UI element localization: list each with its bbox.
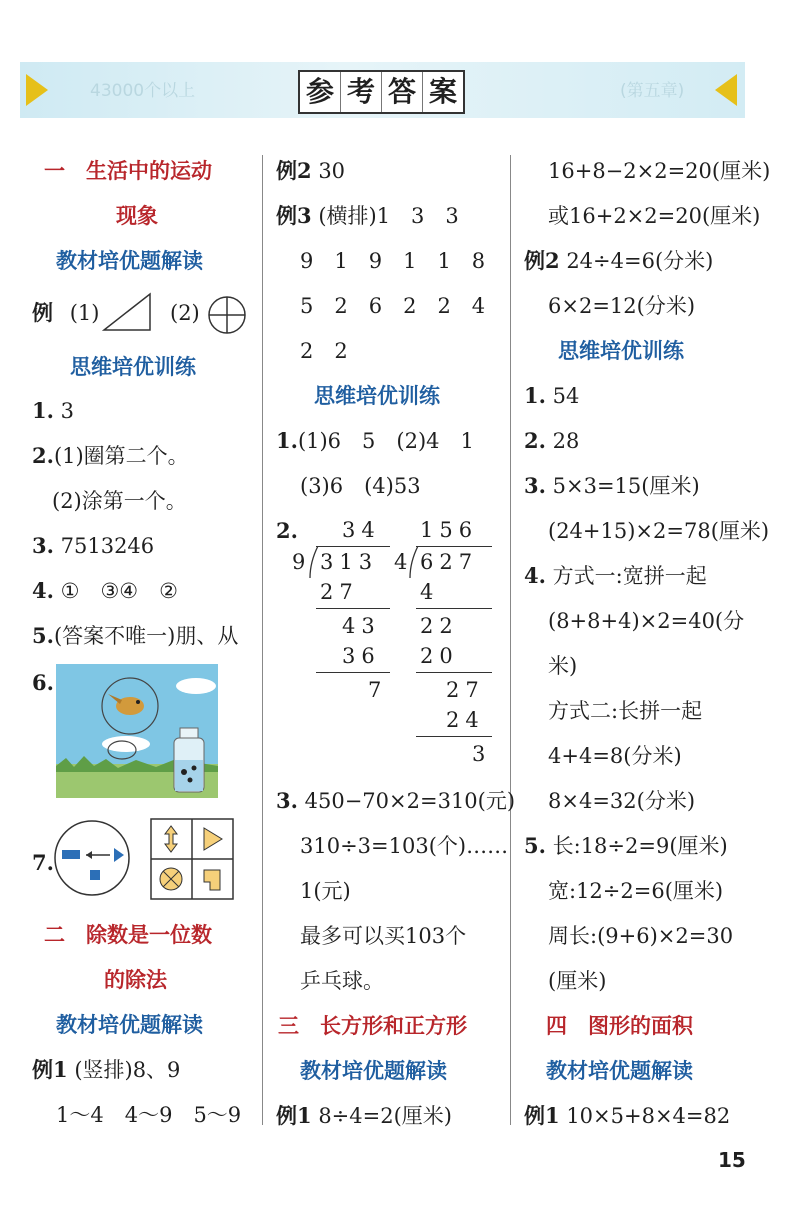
subtract-line: [416, 736, 492, 737]
page-number: 15: [718, 1148, 746, 1172]
faint-background-text: 43000个以上: [90, 81, 196, 101]
answer-number: 1.: [524, 383, 546, 408]
section-heading: 一 生活中的运动: [44, 159, 212, 183]
subsection-heading: 教材培优题解读: [300, 1059, 447, 1083]
answer-row: [524, 563, 707, 589]
answer-text: 长:18÷2=9(厘米): [552, 834, 728, 858]
column-divider: [262, 155, 263, 1125]
page-title: [298, 70, 465, 114]
partial-remainder: 27: [446, 678, 485, 702]
example-text: 2 2: [300, 339, 348, 363]
answer-text: 周长:(9+6)×2=30: [548, 924, 734, 948]
partial-product: 20: [420, 644, 459, 668]
answer-text: (3)6 (4)53: [300, 474, 421, 498]
part-label: (2): [170, 301, 200, 325]
division-bar: [316, 546, 390, 547]
answer-text: 16+8−2×2=20(厘米): [548, 159, 771, 183]
example-text: (横排)1 3 3: [318, 204, 459, 228]
example-label: 例1: [524, 1103, 560, 1128]
example-text: 5 2 6 2 2 4: [300, 294, 486, 318]
answer-text: 乒乓球。: [300, 969, 384, 993]
example-row: [524, 1103, 730, 1129]
answer-number: 6.: [32, 670, 54, 695]
answer-row: [32, 398, 74, 424]
partial-remainder: 43: [342, 614, 381, 638]
partial-product: 24: [446, 708, 485, 732]
section-heading: 三 长方形和正方形: [278, 1014, 467, 1038]
answer-text: 310÷3=103(个)……: [300, 834, 509, 858]
section-heading: 四 图形的面积: [546, 1014, 693, 1038]
example-row: [276, 203, 459, 229]
answer-text: (8+8+4)×2=40(分: [548, 609, 745, 633]
answer-text: 8×4=32(分米): [548, 789, 696, 813]
example-text: 10×5+8×4=82: [566, 1104, 731, 1128]
example-label: 例3: [276, 203, 312, 228]
example-label: 例1: [32, 1057, 68, 1082]
answer-text: 方式一:宽拼一起: [552, 564, 707, 588]
answer-number: 2.: [32, 443, 54, 468]
answer-row: [276, 788, 515, 814]
answer-text: 28: [552, 429, 580, 453]
answer-text: 54: [552, 384, 580, 408]
answer-number: 1.: [276, 428, 298, 453]
answer-number: 2.: [524, 428, 546, 453]
divisor: 4: [394, 550, 414, 574]
answer-number: 3.: [276, 788, 298, 813]
subsection-heading: 教材培优题解读: [546, 1059, 693, 1083]
answer-text: 4+4=8(分米): [548, 744, 682, 768]
answer-number: 3.: [524, 473, 546, 498]
column-divider: [510, 155, 511, 1125]
example-row: [32, 300, 99, 326]
answer-number: 4.: [32, 578, 54, 603]
answer-number: 1.: [32, 398, 54, 423]
quotient: 34: [342, 518, 381, 542]
example-text: 8÷4=2(厘米): [318, 1104, 452, 1128]
answer-text: 7513246: [60, 534, 155, 558]
title-char: 答: [382, 72, 423, 112]
answer-row: [276, 428, 474, 454]
circle-arrow-figure: [52, 818, 132, 898]
right-arrow-ornament: [715, 74, 737, 106]
remainder: 7: [368, 678, 388, 702]
subtract-line: [316, 608, 390, 609]
subsection-heading: 教材培优题解读: [56, 1013, 203, 1037]
answer-text: 或16+2×2=20(厘米): [548, 204, 761, 228]
section-heading: 的除法: [104, 968, 167, 992]
example-row: [524, 248, 713, 274]
subsection-heading: 教材培优题解读: [56, 249, 203, 273]
answer-number: 5.: [32, 623, 54, 648]
example-label: 例2: [524, 248, 560, 273]
answer-number: 3.: [32, 533, 54, 558]
answer-text: 1(元): [300, 879, 351, 903]
subsection-heading: 思维培优训练: [558, 339, 684, 363]
partial-product: 27: [320, 580, 359, 604]
answer-row: [32, 578, 178, 604]
example-text: (竖排)8、9: [74, 1058, 181, 1082]
subtract-line: [316, 672, 390, 673]
answer-text: 3: [60, 399, 74, 423]
answer-text: (厘米): [548, 969, 607, 993]
answer-text: 宽:12÷2=6(厘米): [548, 879, 724, 903]
example-label: 例2: [276, 158, 312, 183]
subsection-heading: 思维培优训练: [314, 384, 440, 408]
example-row: [276, 158, 345, 184]
part-label: (1): [69, 301, 100, 325]
example-label: 例: [32, 300, 53, 325]
divisor: 9: [292, 550, 312, 574]
answer-text: (2)涂第一个。: [52, 489, 187, 513]
example-text: 6×2=12(分米): [548, 294, 696, 318]
section-heading: 二 除数是一位数: [44, 923, 212, 947]
answer-row: [32, 623, 238, 649]
answer-text: 米): [548, 654, 578, 678]
example-text: 30: [318, 159, 346, 183]
remainder: 3: [472, 742, 492, 766]
answer-row: [524, 473, 700, 499]
quartered-circle-figure: [206, 294, 248, 336]
answer-row: [524, 833, 728, 859]
partial-remainder: 22: [420, 614, 459, 638]
answer-text: 方式二:长拼一起: [548, 699, 703, 723]
shape-grid-figure: [150, 818, 234, 900]
bird-bottle-illustration: [56, 664, 218, 798]
answer-row: [524, 383, 579, 409]
answer-text: (答案不唯一)朋、从: [53, 624, 239, 648]
answer-number: 7.: [32, 850, 54, 875]
answer-row: [524, 428, 579, 454]
division-bar: [416, 546, 492, 547]
subsection-heading: 思维培优训练: [70, 355, 196, 379]
partial-product: 36: [342, 644, 381, 668]
answer-text: 最多可以买103个: [300, 924, 467, 948]
example-text: 1～4 4～9 5～9: [56, 1103, 242, 1127]
answer-text: (1)圈第二个。: [53, 444, 189, 468]
section-heading: 现象: [116, 204, 158, 228]
answer-number: 2.: [276, 518, 298, 543]
left-arrow-ornament: [26, 74, 48, 106]
partial-product: 4: [420, 580, 440, 604]
title-char: 考: [341, 72, 382, 112]
dividend: 627: [420, 550, 479, 574]
answer-text: 5×3=15(厘米): [552, 474, 700, 498]
example-row: [32, 1057, 180, 1083]
quotient: 156: [420, 518, 479, 542]
answer-number: 4.: [524, 563, 546, 588]
answer-text: 450−70×2=310(元): [304, 789, 516, 813]
title-char: 案: [428, 75, 457, 108]
dividend: 313: [320, 550, 379, 574]
subtract-line: [416, 608, 492, 609]
example-text: 9 1 9 1 1 8: [300, 249, 486, 273]
answer-text: ① ③④ ②: [60, 579, 178, 603]
answer-text: (1)6 5 (2)4 1: [297, 429, 474, 453]
right-triangle-figure: [102, 292, 152, 332]
answer-row: [32, 443, 189, 469]
answer-number: 5.: [524, 833, 546, 858]
answer-row: [32, 533, 154, 559]
example-text: 24÷4=6(分米): [566, 249, 714, 273]
subtract-line: [416, 672, 492, 673]
faint-background-text: (第五章): [620, 81, 685, 101]
title-char: 参: [300, 72, 341, 112]
example-label: 例1: [276, 1103, 312, 1128]
example-row: [276, 1103, 452, 1129]
answer-text: (24+15)×2=78(厘米): [548, 519, 770, 543]
